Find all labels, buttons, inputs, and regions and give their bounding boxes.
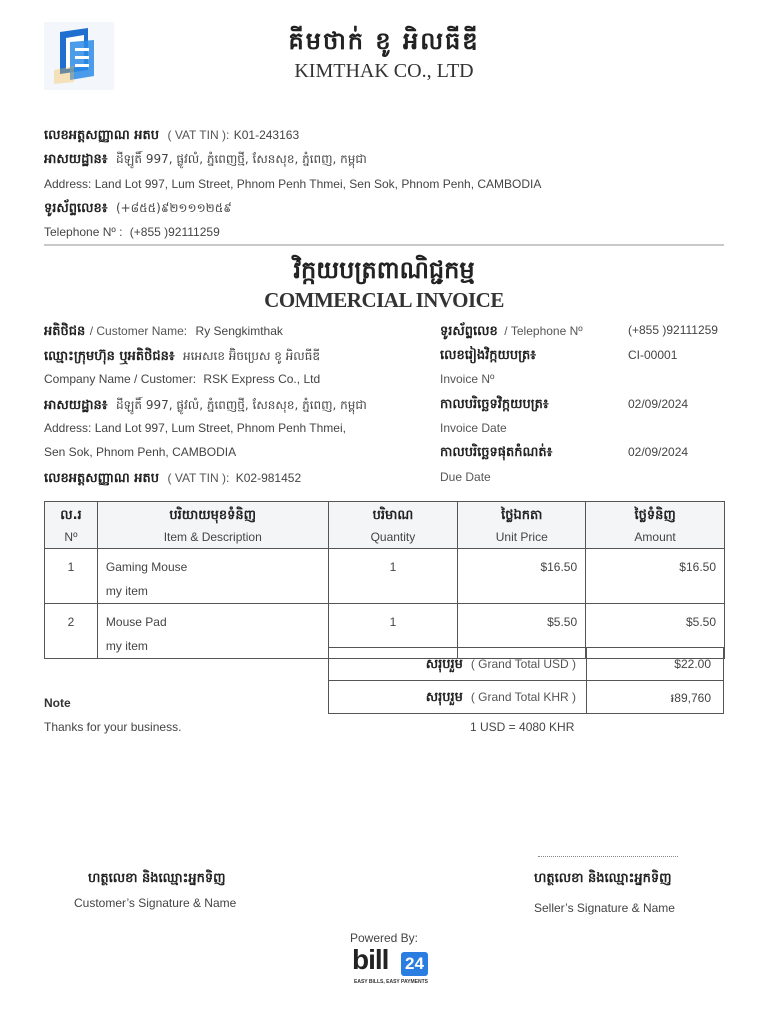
customer-company-khmer: ឈ្មោះក្រុមហ៊ុន ឬអតិថិជន៖ អអេសខេ អ៊ិចប្រេស ខូ អិលធីឌី: [44, 349, 320, 364]
col-header-no: ល.រ Nº: [45, 502, 98, 549]
cell-amount: $16.50: [586, 549, 725, 604]
note-title: Note: [44, 696, 71, 710]
powered-by: Powered By:: [349, 931, 419, 945]
customer-name: អតិថិជន / Customer Name: Ry Sengkimthak: [44, 324, 283, 339]
seller-signature-label-khmer: ហត្ថលេខា និងឈ្មោះអ្នកទិញ: [534, 871, 672, 886]
cell-no: 2: [45, 604, 98, 659]
customer-phone-value: (+855 )92111259: [628, 323, 718, 337]
customer-phone-label: ទូរស័ព្ទលេខ / Telephone Nº: [440, 324, 583, 339]
seller-signature-label: Seller’s Signature & Name: [534, 901, 675, 915]
seller-signature-line: [538, 848, 678, 857]
invoice-date-label-khmer: កាលបរិច្ឆេទវិក្កយបត្រ៖: [440, 397, 549, 412]
bill24-logo: [352, 944, 432, 990]
note-text: Thanks for your business.: [44, 720, 182, 734]
grand-total-khr-row: សរុបរួម ( Grand Total KHR ) ៛89,760: [328, 680, 724, 714]
invoice-number-label-khmer: លេខរៀងវិក្កយបត្រ៖: [440, 348, 536, 363]
cell-no: 1: [45, 549, 98, 604]
cell-unit-price: $5.50: [458, 604, 586, 659]
customer-signature-label: Customer’s Signature & Name: [74, 896, 237, 910]
cell-item: Mouse Pad my item: [97, 604, 328, 659]
company-name-khmer: គីមថាក់ ខូ អិលធីឌី: [288, 27, 480, 55]
due-date-value: 02/09/2024: [628, 445, 689, 459]
bill24-tagline: EASY BILLS, EASY PAYMENTS: [354, 979, 429, 985]
invoice-number-label: Invoice Nº: [440, 372, 495, 386]
cell-unit-price: $16.50: [458, 549, 586, 604]
customer-address-line2: Sen Sok, Phnom Penh, CAMBODIA: [44, 445, 237, 459]
customer-address-line1: Address: Land Lot 997, Lum Street, Phnom Penh Thmei,: [44, 421, 346, 435]
company-name: KIMTHAK CO., LTD: [294, 60, 474, 82]
company-address: Address: Land Lot 997, Lum Street, Phnom Penh Thmei, Sen Sok, Phnom Penh, CAMBODIA: [44, 177, 542, 191]
bill24-brand: bill: [352, 944, 389, 975]
table-row: [45, 549, 725, 604]
table-header-row: [45, 502, 725, 549]
grand-total-usd-value: $22.00: [674, 657, 711, 671]
company-vat: លេខអត្តសញ្ញាណ អតប ( VAT TIN ): K01-243163: [44, 128, 300, 143]
invoice-title: COMMERCIAL INVOICE: [264, 288, 504, 312]
col-header-amount: ថ្លៃទំនិញ Amount: [586, 502, 725, 549]
company-phone: Telephone Nº : (+855 )92111259: [44, 225, 220, 239]
invoice-date-label: Invoice Date: [440, 421, 507, 435]
header-divider: [44, 244, 724, 246]
grand-total-usd-row: សរុបរួម ( Grand Total USD ) $22.00: [328, 647, 724, 681]
cell-item: Gaming Mouse my item: [97, 549, 328, 604]
due-date-label-khmer: កាលបរិច្ឆេទផុតកំណត់៖: [440, 445, 553, 460]
bill24-badge: 24: [401, 952, 428, 976]
customer-company: Company Name / Customer: RSK Express Co., Ltd: [44, 372, 321, 386]
invoice-number-value: CI-00001: [628, 348, 678, 362]
due-date-label: Due Date: [440, 470, 491, 484]
customer-signature-label-khmer: ហត្ថលេខា និងឈ្មោះអ្នកទិញ: [88, 871, 226, 886]
company-phone-khmer: ទូរស័ព្ទលេខ៖ (+៨៥៥)៩២១១១២៥៩: [44, 201, 232, 216]
cell-qty: 1: [328, 604, 458, 659]
customer-address-khmer: អាសយដ្ឋាន៖ ដីឡូតិ៍ 997, ផ្លូវលំ, ភ្នំពេញថ្មី, សែនសុខ, ភ្នំពេញ, កម្ពុជា: [44, 398, 367, 413]
items-table: [44, 501, 725, 659]
customer-vat: លេខអត្តសញ្ញាណ អតប ( VAT TIN ): K02-981452: [44, 471, 302, 486]
invoice-title-khmer: វិក្កយបត្រពាណិជ្ជកម្ម: [293, 256, 475, 284]
col-header-item: បរិយាយមុខទំនិញ Item & Description: [97, 502, 328, 549]
cell-amount: $5.50: [586, 604, 725, 659]
cell-qty: 1: [328, 549, 458, 604]
grand-total-khr-value: ៛89,760: [670, 691, 711, 705]
col-header-unit-price: ថ្លៃឯកតា Unit Price: [458, 502, 586, 549]
invoice-date-value: 02/09/2024: [628, 397, 689, 411]
col-header-quantity: បរិមាណ Quantity: [328, 502, 458, 549]
exchange-rate: 1 USD = 4080 KHR: [470, 720, 575, 734]
company-address-khmer: អាសយដ្ឋាន៖ ដីឡូតិ៍ 997, ផ្លូវលំ, ភ្នំពេញថ្មី, សែនសុខ, ភ្នំពេញ, កម្ពុជា: [44, 152, 367, 167]
